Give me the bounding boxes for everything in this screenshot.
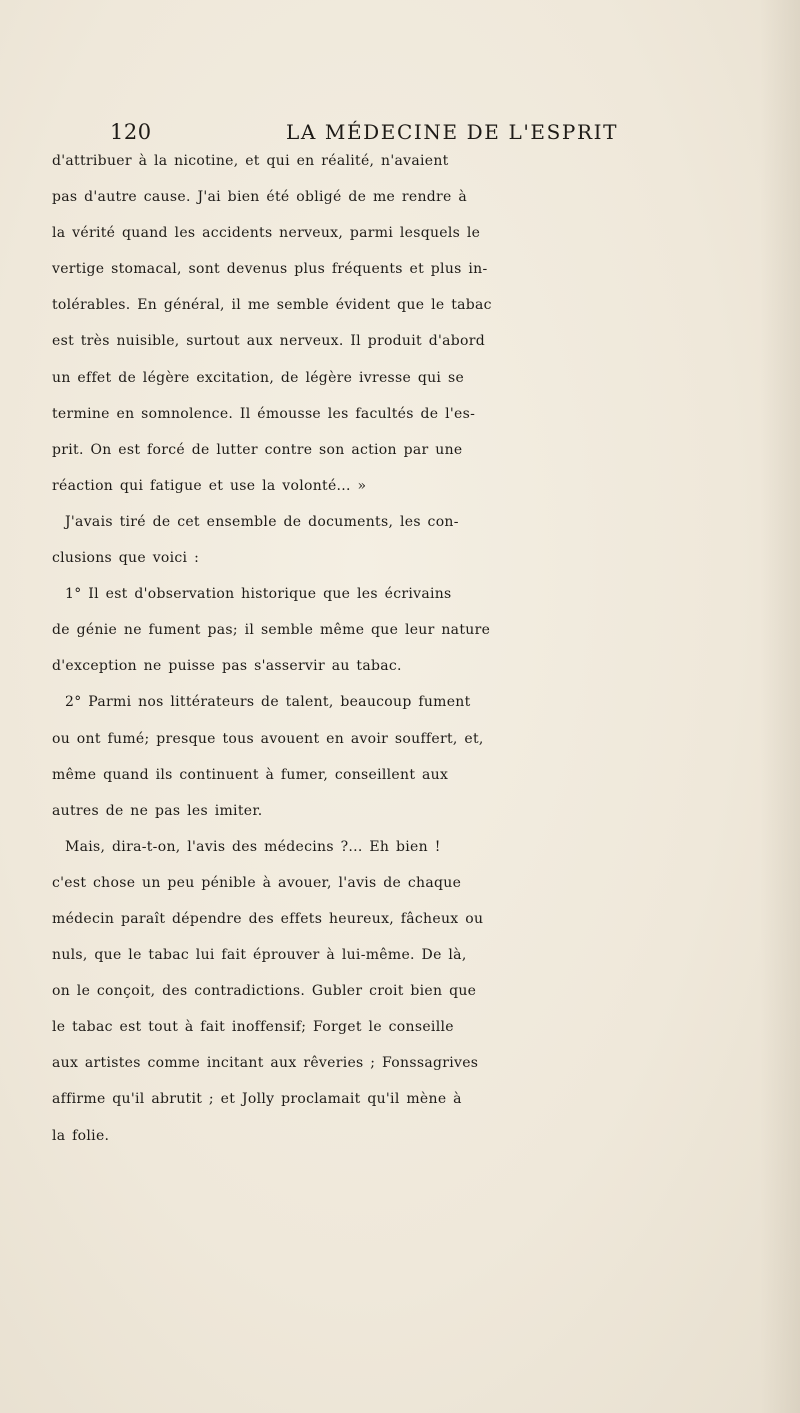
text-line: clusions que voici : xyxy=(52,550,200,567)
text-line: médecin paraît dépendre des effets heureux, fâcheux ou xyxy=(52,910,484,927)
page-number: 120 xyxy=(110,120,152,144)
paragraph-first-line: Mais, dira-t-on, l'avis des médecins ?... Eh bien ! xyxy=(65,838,441,855)
text-line: d'exception ne puisse pas s'asservir au tabac. xyxy=(52,658,402,675)
text-line: la folie. xyxy=(52,1127,110,1144)
text-line: est très nuisible, surtout aux nerveux. Il produit d'abord xyxy=(52,333,486,350)
text-line: vertige stomacal, sont devenus plus fréquents et plus in- xyxy=(52,261,488,278)
text-line: réaction qui fatigue et use la volonté... » xyxy=(52,477,367,494)
text-line: même quand ils continuent à fumer, conseillent aux xyxy=(52,766,449,783)
body-text xyxy=(52,143,800,1154)
text-line: nuls, que le tabac lui fait éprouver à lui-même. De là, xyxy=(52,947,467,964)
text-line: le tabac est tout à fait inoffensif; Forget le conseille xyxy=(52,1019,454,1036)
text-line: de génie ne fument pas; il semble même que leur nature xyxy=(52,622,491,639)
text-line: ou ont fumé; presque tous avouent en avoir souffert, et, xyxy=(52,730,484,747)
page-header xyxy=(110,120,790,144)
text-line: pas d'autre cause. J'ai bien été obligé de me rendre à xyxy=(52,189,467,206)
text-line: un effet de légère excitation, de légère ivresse qui se xyxy=(52,369,465,386)
paragraph-first-line: J'avais tiré de cet ensemble de documents, les con- xyxy=(65,513,459,530)
text-line: affirme qu'il abrutit ; et Jolly proclamait qu'il mène à xyxy=(52,1091,462,1108)
text-line: on le conçoit, des contradictions. Gubler croit bien que xyxy=(52,983,477,1000)
paragraph-first-line: 1° Il est d'observation historique que les écrivains xyxy=(65,586,452,603)
text-line: autres de ne pas les imiter. xyxy=(52,802,263,819)
text-line: termine en somnolence. Il émousse les facultés de l'es- xyxy=(52,405,476,422)
paragraph-first-line: 2° Parmi nos littérateurs de talent, beaucoup fument xyxy=(65,694,471,711)
text-line: c'est chose un peu pénible à avouer, l'avis de chaque xyxy=(52,874,462,891)
text-line: aux artistes comme incitant aux rêveries ; Fonssagrives xyxy=(52,1055,479,1072)
text-line: tolérables. En général, il me semble évident que le tabac xyxy=(52,297,492,314)
text-line: d'attribuer à la nicotine, et qui en réalité, n'avaient xyxy=(52,153,449,169)
text-line: prit. On est forcé de lutter contre son action par une xyxy=(52,441,463,458)
text-line: la vérité quand les accidents nerveux, parmi lesquels le xyxy=(52,225,481,242)
running-title: LA MÉDECINE DE L'ESPRIT xyxy=(286,120,619,144)
